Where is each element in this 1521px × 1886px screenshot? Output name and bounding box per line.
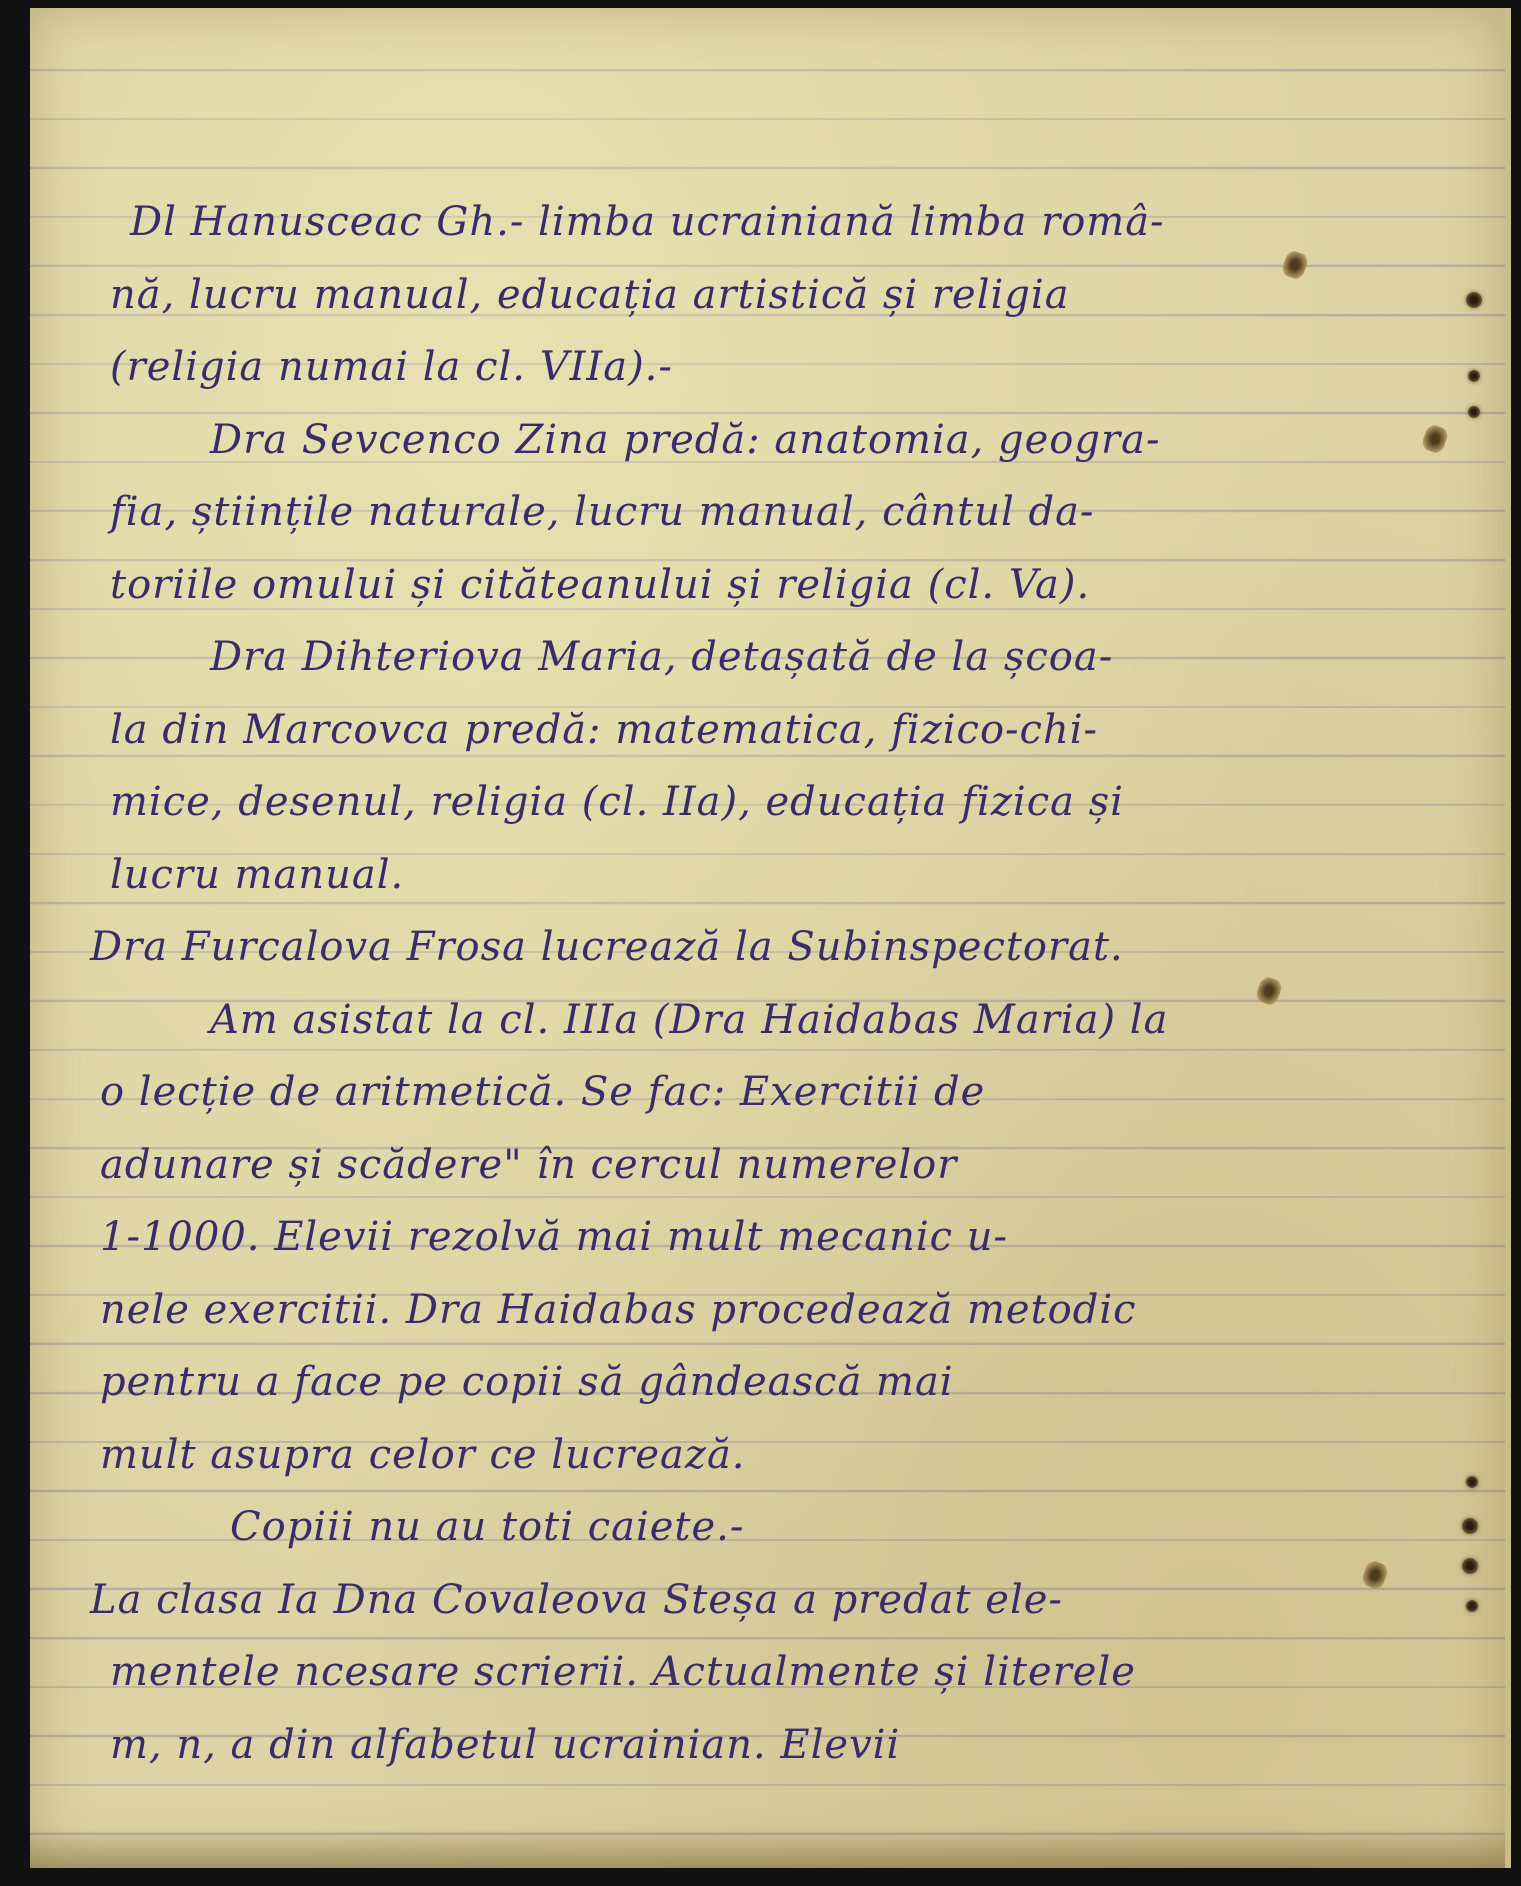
text-line: Dra Furcalova Frosa lucrează la Subinspectorat. <box>90 924 1124 970</box>
punch-hole <box>1466 292 1482 308</box>
text-line: (religia numai la cl. VIIa).- <box>110 344 673 390</box>
text-line: lucru manual. <box>110 851 405 898</box>
text-line: Am asistat la cl. IIIa (Dra Haidabas Maria) la <box>210 996 1169 1043</box>
text-line: Dra Dihteriova Maria, detașată de la școa- <box>210 634 1114 680</box>
notebook-page <box>30 8 1511 1868</box>
text-line: La clasa Ia Dna Covaleova Steșa a predat ele- <box>90 1576 1063 1623</box>
text-line: la din Marcovca predă: matematica, fizico-chi- <box>110 706 1099 753</box>
text-line: mice, desenul, religia (cl. IIa), educația fizica și <box>110 779 1124 825</box>
paper-tear-mark <box>1280 249 1310 281</box>
text-line: pentru a face pe copii să gândească mai <box>100 1359 954 1405</box>
text-line: 1-1000. Elevii rezolvă mai mult mecanic u- <box>100 1214 1009 1260</box>
paper-tear-mark <box>1360 1559 1390 1591</box>
page-shadow-edge <box>30 1828 1505 1868</box>
punch-hole <box>1466 1476 1478 1488</box>
punch-hole <box>1466 1600 1478 1612</box>
text-line: toriile omului și cităteanului și religia (cl. Va). <box>110 561 1091 608</box>
punch-hole <box>1468 406 1480 418</box>
text-line: mentele ncesare scrierii. Actualmente și literele <box>110 1649 1136 1695</box>
punch-hole <box>1462 1518 1478 1534</box>
text-line: Copiii nu au toti caiete.- <box>230 1504 745 1550</box>
punch-hole <box>1462 1558 1478 1574</box>
text-line: m, n, a din alfabetul ucrainian. Elevii <box>110 1721 901 1768</box>
text-line: adunare și scădere" în cercul numerelor <box>100 1141 958 1188</box>
text-line: mult asupra celor ce lucrează. <box>100 1431 746 1478</box>
text-line: o lecție de aritmetică. Se fac: Exercitii de <box>100 1069 986 1115</box>
text-line: nă, lucru manual, educația artistică și religia <box>110 271 1070 318</box>
text-line: Dl Hanusceac Gh.- limba ucrainiană limba româ- <box>130 199 1165 245</box>
text-line: nele exercitii. Dra Haidabas procedează metodic <box>100 1286 1137 1333</box>
text-line: Dra Sevcenco Zina predă: anatomia, geogra- <box>210 416 1161 463</box>
punch-hole <box>1468 370 1480 382</box>
paper-tear-mark <box>1420 423 1450 455</box>
text-line: fia, științile naturale, lucru manual, cântul da- <box>110 489 1095 535</box>
handwritten-text <box>70 186 1280 1781</box>
